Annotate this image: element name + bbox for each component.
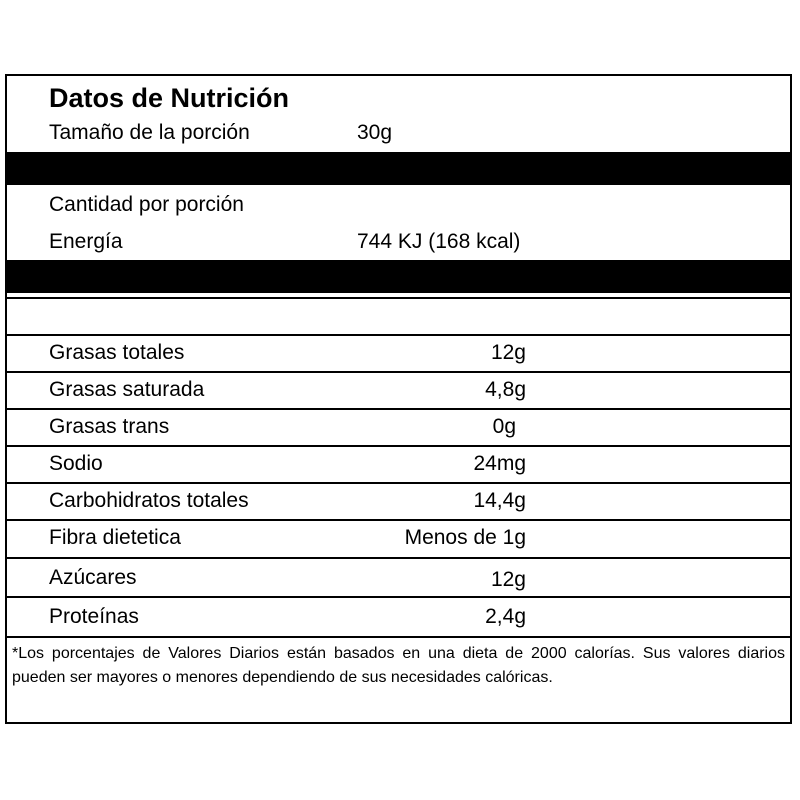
nutrient-name: Grasas totales — [49, 341, 185, 364]
thick-divider-1 — [7, 152, 790, 185]
row-divider — [7, 297, 790, 299]
row-divider — [7, 482, 790, 484]
row-divider — [7, 408, 790, 410]
row-divider — [7, 557, 790, 559]
row-divider — [7, 334, 790, 336]
footnote: *Los porcentajes de Valores Diarios están basados en una dieta de 2000 calorías. Sus valores diarios pueden ser mayores o menores dependiendo de sus necesidades calóricas. — [12, 645, 785, 686]
nutrient-name: Sodio — [49, 452, 103, 475]
nutrient-value: 12g — [490, 341, 526, 364]
serving-size-label: Tamaño de la porción — [49, 121, 250, 144]
row-divider — [7, 445, 790, 447]
energy-value: 744 KJ (168 kcal) — [357, 230, 521, 253]
nutrient-name: Carbohidratos totales — [49, 489, 249, 512]
nutrition-title: Datos de Nutrición — [49, 83, 290, 113]
nutrient-value: 0g — [492, 415, 516, 438]
nutrient-value: 14,4g — [473, 489, 526, 512]
amount-per-serving-label: Cantidad por porción — [49, 193, 244, 216]
nutrient-value: Menos de 1g — [404, 526, 526, 549]
nutrient-value: 12g — [490, 568, 526, 591]
nutrient-name: Grasas trans — [49, 415, 170, 438]
nutrition-facts-panel — [5, 74, 792, 724]
row-divider — [7, 636, 790, 638]
nutrient-name: Azúcares — [49, 566, 137, 589]
nutrient-name: Fibra dietetica — [49, 526, 181, 549]
nutrient-value: 2,4g — [485, 605, 526, 628]
nutrient-name: Proteínas — [49, 605, 139, 628]
nutrient-value: 4,8g — [485, 378, 526, 401]
row-divider — [7, 371, 790, 373]
serving-size-value: 30g — [357, 121, 393, 144]
nutrient-value: 24mg — [473, 452, 526, 475]
nutrient-name: Grasas saturada — [49, 378, 205, 401]
row-divider — [7, 596, 790, 598]
row-divider — [7, 519, 790, 521]
thick-divider-2 — [7, 260, 790, 293]
energy-label: Energía — [49, 230, 123, 253]
